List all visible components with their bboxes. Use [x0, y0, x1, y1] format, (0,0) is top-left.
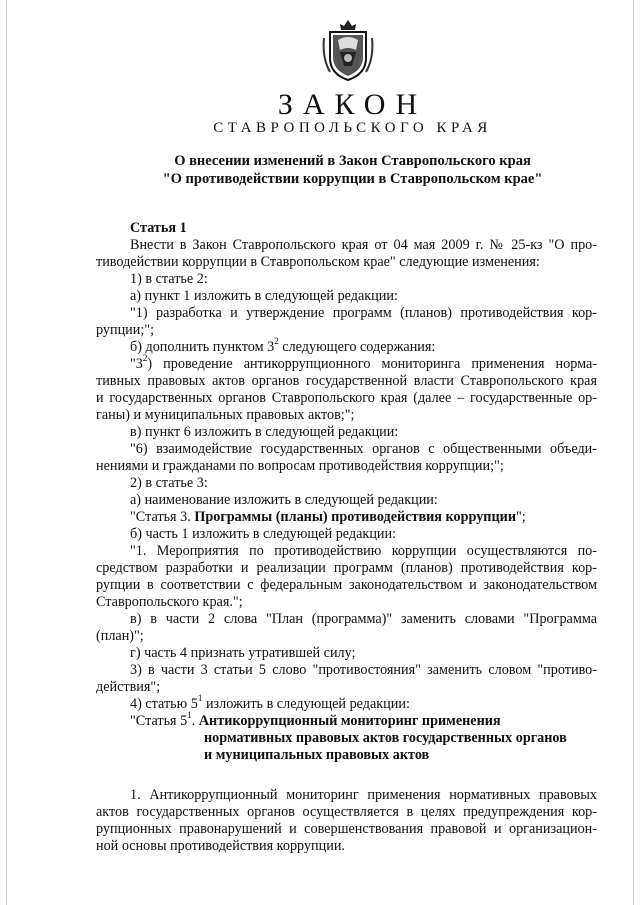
body-line: "1) разработка и утверждение программ (планов) противодействия кор- [130, 305, 597, 321]
body-line: "$3^2$) проведение антикоррупционного мониторинга применения норма- [130, 353, 597, 372]
body-line: б) часть 1 изложить в следующей редакции: [130, 526, 397, 542]
article-5-1-heading-line-3: и муниципальных правовых актов [204, 747, 430, 763]
body-line: 1) в статье 2: [130, 271, 208, 287]
body-line: действия"; [96, 679, 161, 695]
body-line: ной основы противодействия коррупции. [96, 838, 345, 854]
body-line: б) дополнить пунктом $3^2$ следующего содержания: [130, 336, 436, 355]
body-line: в) в части 2 слова "План (программа)" заменить словами "Программа [130, 611, 597, 627]
subtitle-line-1: О внесении изменений в Закон Ставропольского края [174, 153, 531, 169]
body-line: 2) в статье 3: [130, 475, 208, 491]
body-line: "1. Мероприятия по противодействию коррупции осуществляются по- [130, 543, 597, 559]
body-line: и государственных органов Ставропольского края (далее – государственные ор- [96, 390, 597, 406]
body-line: 3) в части 3 статьи 5 слово "противостояния" заменить словом "противо- [130, 662, 597, 678]
body-line: а) наименование изложить в следующей редакции: [130, 492, 438, 508]
body-line: тиводействии коррупции в Ставропольском крае" следующие изменения: [96, 254, 540, 270]
body-line: нениями и гражданами по вопросам противодействия коррупции;"; [96, 458, 504, 474]
body-line: средством разработки и реализации программ (планов) противодействия кор- [96, 560, 597, 576]
body-line: тивных правовых актов органов государственной власти Ставропольского края [96, 373, 597, 389]
body-line: "6) взаимодействие государственных органов с общественными объеди- [130, 441, 597, 457]
body-line: (план)"; [96, 628, 144, 644]
region-title: СТАВРОПОЛЬСКОГО КРАЯ [213, 120, 492, 136]
body-line: Внести в Закон Ставропольского края от 04 мая 2009 г. № 25-кз "О про- [130, 237, 597, 253]
body-line: г) часть 4 признать утратившей силу; [130, 645, 356, 661]
body-line: Ставропольского края."; [96, 594, 243, 610]
body-line: "Статья 3. Программы (планы) противодействия коррупции"; [130, 509, 526, 525]
body-line: 4) статью $5^1$ изложить в следующей редакции: [130, 693, 410, 712]
law-title: ЗАКОН [277, 88, 428, 121]
article-heading: Статья 1 [130, 220, 187, 236]
body-line: ганы) и муниципальных правовых актов;"; [96, 407, 355, 423]
coat-of-arms-emblem [322, 18, 374, 82]
body-line: а) пункт 1 изложить в следующей редакции: [130, 288, 398, 304]
article-5-1-heading: "Статья $5^1$. Антикоррупционный мониторинг применения [130, 710, 501, 729]
body-line: рупции в соответствии с федеральным законодательством и законодательством [96, 577, 597, 593]
body-line: рупции;"; [96, 322, 155, 338]
body-line: актов государственных органов осуществляется в целях предупреждения кор- [96, 804, 597, 820]
body-line: рупционных правонарушений и совершенствования правовой и организацион- [96, 821, 597, 837]
body-line: в) пункт 6 изложить в следующей редакции: [130, 424, 399, 440]
subtitle-line-2: "О противодействии коррупции в Ставропольском крае" [162, 171, 543, 187]
article-5-1-heading-line-2: нормативных правовых актов государственных органов [204, 730, 567, 746]
body-line: 1. Антикоррупционный мониторинг применения нормативных правовых [130, 787, 597, 803]
